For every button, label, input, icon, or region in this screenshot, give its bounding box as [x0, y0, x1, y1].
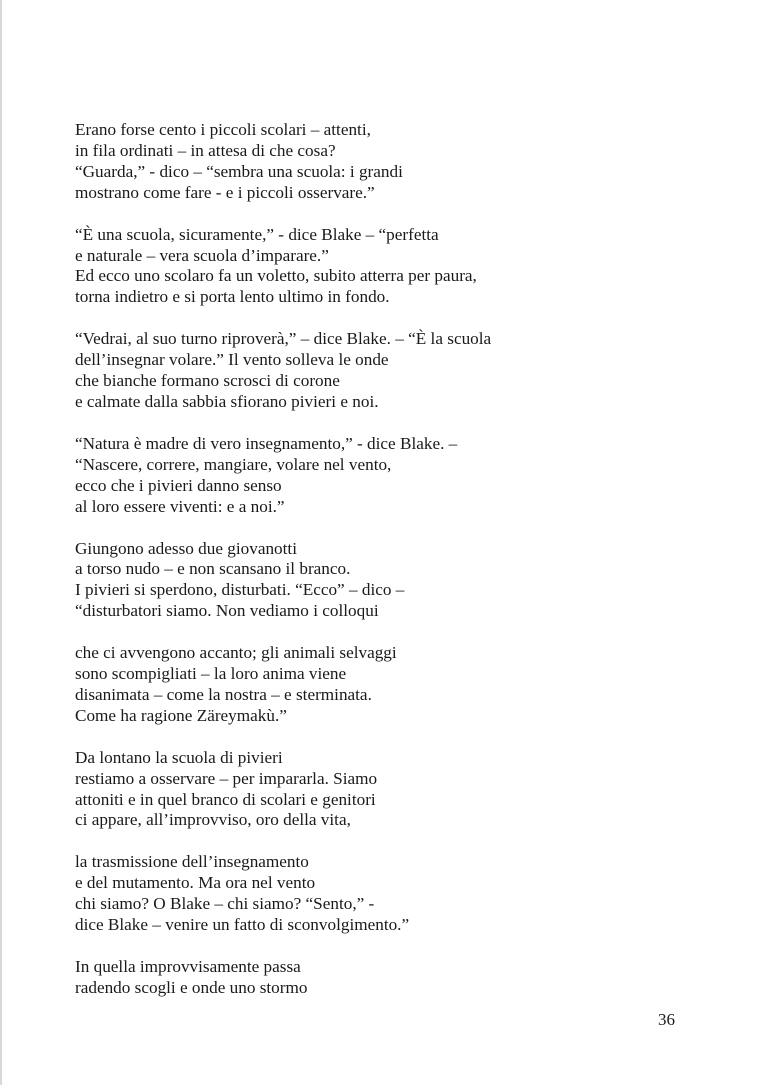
- poem-line: I pivieri si sperdono, disturbati. “Ecco” – dico –: [75, 580, 405, 600]
- poem-line: che bianche formano scrosci di corone: [75, 371, 340, 391]
- poem-line: “Nascere, correre, mangiare, volare nel vento,: [75, 454, 392, 474]
- page-number: 36: [658, 1010, 675, 1029]
- poem-line: Erano forse cento i piccoli scolari – attenti,: [75, 120, 371, 139]
- stanza: [75, 748, 635, 832]
- stanza: [75, 225, 635, 309]
- poem-line: Giungono adesso due giovanotti: [75, 538, 297, 558]
- stanza: [75, 434, 635, 518]
- poem-line: “Natura è madre di vero insegnamento,” - dice Blake. –: [75, 433, 458, 453]
- poem-line: e calmate dalla sabbia sfiorano pivieri e noi.: [75, 391, 379, 411]
- poem-line: Come ha ragione Zäreymakù.”: [75, 705, 287, 725]
- poem-line: a torso nudo – e non scansano il branco.: [75, 559, 351, 579]
- poem-line: radendo scogli e onde uno stormo: [75, 977, 308, 997]
- poem-line: e del mutamento. Ma ora nel vento: [75, 873, 316, 893]
- poem-line: “Guarda,” - dico – “sembra una scuola: i grandi: [75, 161, 403, 181]
- stanza: [75, 539, 635, 623]
- poem-line: restiamo a osservare – per impararla. Siamo: [75, 768, 378, 788]
- poem-line: Da lontano la scuola di pivieri: [75, 747, 283, 767]
- poem-line: “È una scuola, sicuramente,” - dice Blake – “perfetta: [75, 224, 439, 244]
- poem-line: al loro essere viventi: e a noi.”: [75, 496, 285, 516]
- poem-line: in fila ordinati – in attesa di che cosa?: [75, 140, 336, 160]
- poem-line: Ed ecco uno scolaro fa un voletto, subito atterra per paura,: [75, 266, 477, 286]
- poem-line: dell’insegnar volare.” Il vento solleva le onde: [75, 350, 389, 370]
- stanza: [75, 120, 635, 204]
- poem-line: disanimata – come la nostra – e sterminata.: [75, 684, 372, 704]
- scan-edge: [0, 0, 2, 1085]
- poem-line: la trasmissione dell’insegnamento: [75, 852, 309, 872]
- poem-line: attoniti e in quel branco di scolari e genitori: [75, 789, 376, 809]
- stanza: [75, 329, 635, 413]
- stanza: [75, 957, 635, 999]
- poem-line: sono scompigliati – la loro anima viene: [75, 664, 347, 684]
- poem-line: In quella improvvisamente passa: [75, 957, 301, 976]
- stanza: [75, 643, 635, 727]
- poem-line: dice Blake – venire un fatto di sconvolgimento.”: [75, 915, 410, 935]
- poem-line: torna indietro e si porta lento ultimo in fondo.: [75, 287, 390, 307]
- poem-line: che ci avvengono accanto; gli animali selvaggi: [75, 643, 397, 663]
- poem-line: e naturale – vera scuola d’imparare.”: [75, 245, 329, 265]
- poem-line: mostrano come fare - e i piccoli osservare.”: [75, 182, 375, 202]
- poem-body: [75, 120, 635, 1020]
- stanza: [75, 852, 635, 936]
- poem-line: ci appare, all’improvviso, oro della vita,: [75, 810, 351, 830]
- poem-line: chi siamo? O Blake – chi siamo? “Sento,” -: [75, 894, 375, 914]
- poem-line: “disturbatori siamo. Non vediamo i colloqui: [75, 601, 379, 621]
- poem-line: ecco che i pivieri danno senso: [75, 475, 282, 495]
- poem-line: “Vedrai, al suo turno riproverà,” – dice Blake. – “È la scuola: [75, 329, 492, 349]
